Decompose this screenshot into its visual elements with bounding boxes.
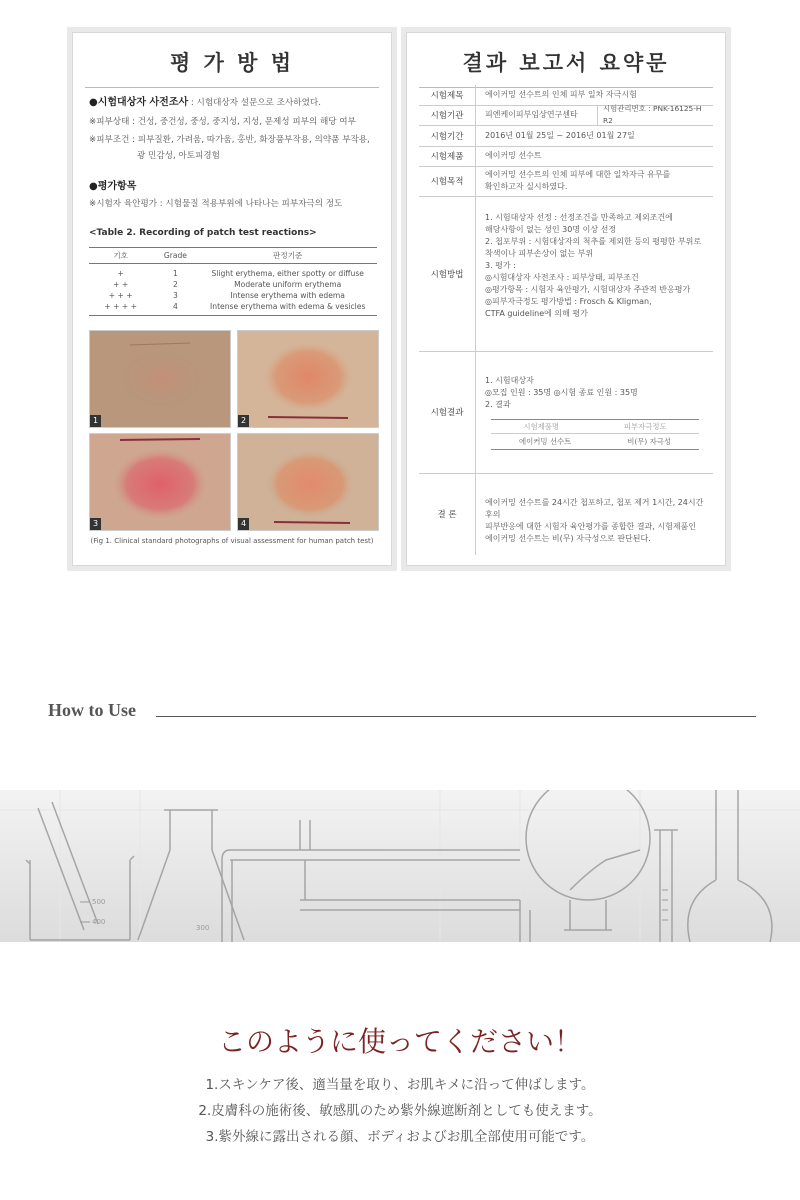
- skin-state-line: ※피부상태 : 건성, 중건성, 중성, 중지성, 지성, 문제성 피부의 해당 여부: [89, 117, 356, 127]
- how-to-use-title: How to Use: [48, 700, 136, 720]
- row-result: 시험결과 1. 시험대상자 ◎모집 인원 : 35명 ◎시험 종료 인원 : 35명 2. 결과 시험제품명 피부자극정도 에이커밍 선수트 비(무) 자극성: [419, 351, 713, 474]
- usage-step-1: 1.スキンケア後、適当量を取り、お肌キメに沿って伸ばします。: [205, 1077, 595, 1093]
- figure-caption: (Fig 1. Clinical standard photographs of visual assessment for human patch test): [90, 537, 374, 545]
- report-summary-title: 결과 보고서 요약문: [462, 50, 670, 75]
- report-summary-card: [406, 32, 726, 566]
- visual-assessment-line: ※시험자 육안평가 : 시험물질 적용부위에 나타나는 피부자극의 정도: [89, 199, 343, 209]
- beaker-mark-300: 300: [196, 924, 210, 932]
- beaker-mark-500: 500: [92, 898, 106, 906]
- table-row: + + 2 Moderate uniform erythema: [113, 280, 342, 289]
- patch-photo-1: 1: [89, 330, 231, 428]
- evaluation-items-heading: ●평가항목: [89, 181, 137, 192]
- patch-photo-3: 3: [89, 433, 231, 531]
- usage-step-3: 3.紫外線に露出される顔、ボディおよびお肌全部使用可能です。: [205, 1129, 595, 1145]
- table-header: 판정기준: [198, 248, 377, 264]
- table-header: 기호: [89, 248, 152, 264]
- table-header: Grade: [152, 248, 198, 264]
- row-subject: 시험제목 에이커밍 선수트의 인체 피부 일차 자극시험: [419, 85, 713, 106]
- skin-condition-line-2: 광 민감성, 아토피경험: [137, 151, 220, 161]
- row-purpose: 시험목적 에이커밍 선수트의 인체 피부에 대한 일차자극 유무를 확인하고자 실시하였다.: [419, 166, 713, 197]
- title-divider: [85, 87, 379, 88]
- result-lines: 1. 시험대상자 ◎모집 인원 : 35명 ◎시험 종료 인원 : 35명 2. 결과: [485, 376, 638, 409]
- lab-glassware-image: [0, 790, 800, 942]
- pre-survey-section: [89, 95, 383, 111]
- patch-test-table-title: <Table 2. Recording of patch test reactions>: [89, 228, 317, 238]
- management-number: 시험관리번호 : PNK-16125-H R2: [603, 104, 702, 125]
- row-product: 시험제품 에이커밍 선수트: [419, 146, 713, 167]
- patch-photo-2: 2: [237, 330, 379, 428]
- result-table: 시험제품명 피부자극정도 에이커밍 선수트 비(무) 자극성: [491, 419, 699, 450]
- beaker-mark-400: 400: [92, 918, 106, 926]
- pre-survey-heading: ●시험대상자 사전조사: [89, 97, 189, 108]
- patch-photo-4: 4: [237, 433, 379, 531]
- conclusion-lines: 에이커밍 선수트를 24시간 첩포하고, 첩포 제거 1시간, 24시간 후의 피부반응에 대한 시험자 육안평가를 종합한 결과, 시험제품인 에이커밍 선수트는 비(무) 자극성으로 판단된다.: [485, 498, 704, 543]
- table-row: + + + + 4 Intense erythema with edema & vesicles: [89, 301, 377, 316]
- row-organization: 시험기관 피엔케이피부임상연구센타 시험관리번호 : PNK-16125-H R2: [419, 105, 713, 126]
- evaluation-method-card: [72, 32, 392, 566]
- usage-heading: このように使ってください！: [217, 1025, 582, 1058]
- row-conclusion: 결 론 에이커밍 선수트를 24시간 첩포하고, 첩포 제거 1시간, 24시간 후의 피부반응에 대한 시험자 육안평가를 종합한 결과, 시험제품인 에이커밍 선수트는 비(무) 자극성으로 판단된다.: [419, 473, 713, 555]
- usage-step-2: 2.皮膚科の施術後、敏感肌のため紫外線遮断剤としても使えます。: [198, 1103, 602, 1119]
- row-period: 시험기간 2016년 01월 25일 ~ 2016년 01월 27일: [419, 125, 713, 147]
- how-to-use-divider: [156, 716, 756, 717]
- row-method: 시험방법 1. 시험대상자 선정 : 선정조건을 만족하고 제외조건에 해당사항이 없는 성인 30명 이상 선정 2. 첩포부위 : 시험대상자의 척추를 제외한 등의 평평한 부위로 착색이나 피부손상이 없는 부위 3. 평가 : ◎시험대상자 사전조사 : 피부상태, 피부조건 ◎평가항목 : 시험자 육안평가, 시험대상자 주관적 반응평가 ◎피부자극정도 평가방법 : Frosch & Kligman, CTFA guideline에 의해 평가: [419, 196, 713, 352]
- evaluation-method-title: 평 가 방 법: [169, 50, 295, 75]
- skin-condition-line-1: ※피부조건 : 피부질환, 가려움, 따가움, 홍반, 화장품부작용, 의약품 부작용,: [89, 135, 370, 145]
- pre-survey-text: : 시험대상자 설문으로 조사하였다.: [188, 98, 321, 108]
- table-row: + + + 3 Intense erythema with edema: [108, 291, 345, 300]
- table-row: + 1 Slight erythema, either spotty or diffuse: [117, 269, 364, 278]
- patch-test-table: [89, 247, 377, 316]
- method-lines: 1. 시험대상자 선정 : 선정조건을 만족하고 제외조건에 해당사항이 없는 성인 30명 이상 선정 2. 첩포부위 : 시험대상자의 척추를 제외한 등의 평평한 부위로 착색이나 피부손상이 없는 부위 3. 평가 : ◎시험대상자 사전조사 : 피부상태, 피부조건 ◎평가항목 : 시험자 육안평가, 시험대상자 주관적 반응평가 ◎피부자극정도 평가방법 : Frosch & Kligman, CTFA guideline에 의해 평가: [485, 213, 702, 318]
